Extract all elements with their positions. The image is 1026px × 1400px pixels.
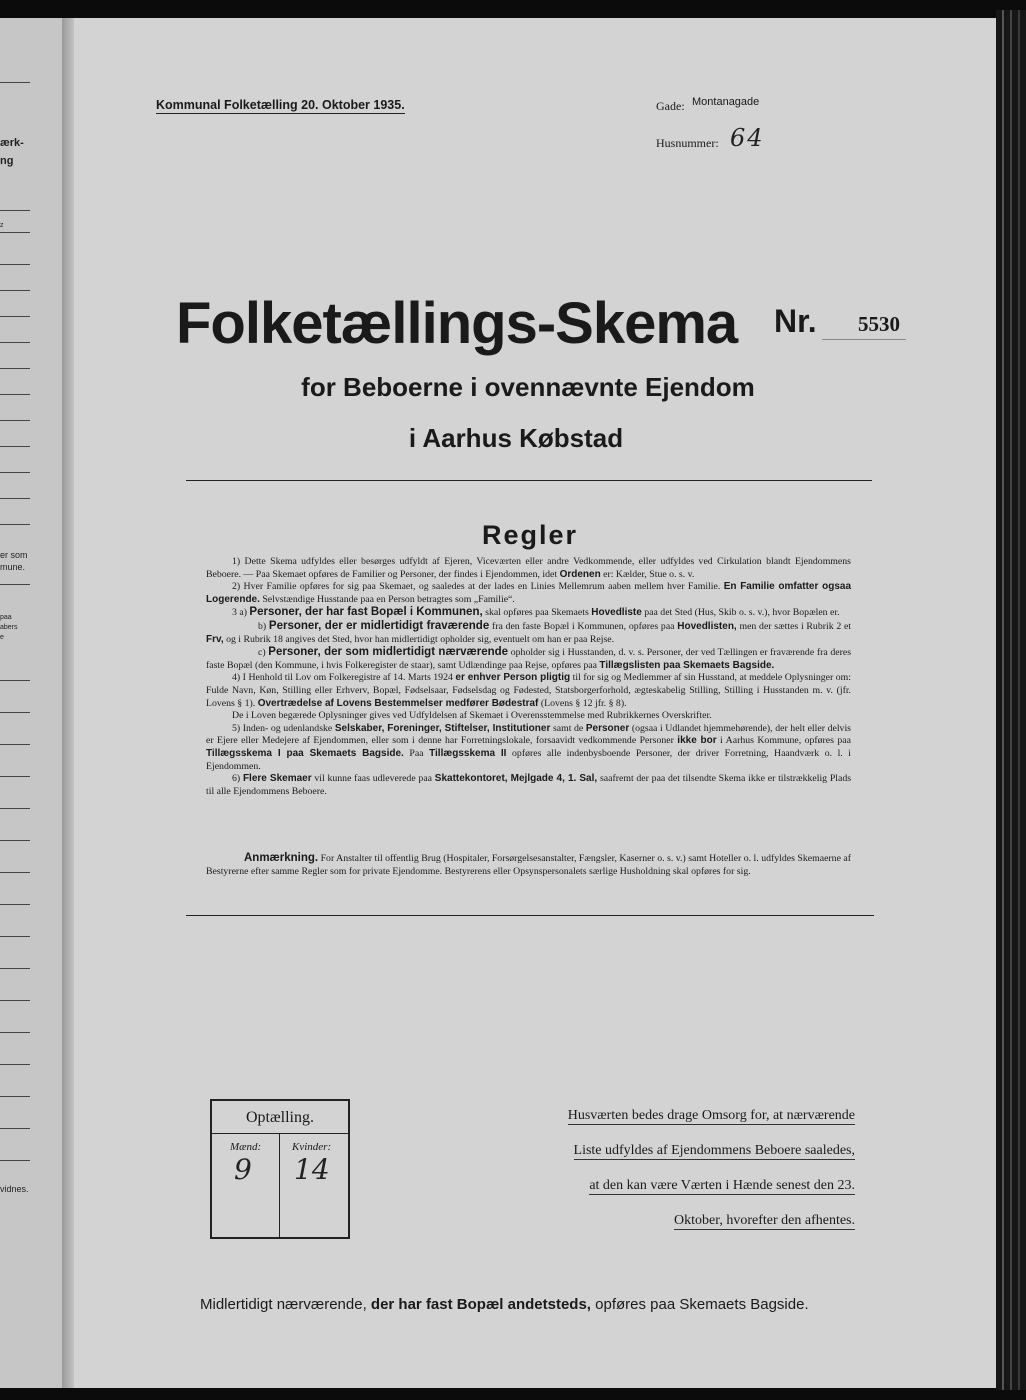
husnummer-value: 64 xyxy=(730,124,765,152)
fragment-text: er som xyxy=(0,550,28,560)
counting-box xyxy=(210,1099,350,1239)
rules-heading: Regler xyxy=(481,520,579,550)
gade-value: Montanagade xyxy=(692,96,760,108)
subtitle-residents: for Beboerne i ovennævnte Ejendom xyxy=(301,372,755,402)
anmaerkning-label: Anmærkning. xyxy=(244,852,319,864)
notice-line: Husværten bedes drage Omsorg for, at nærværende xyxy=(567,1108,855,1123)
counting-title: Optælling. xyxy=(245,1109,314,1126)
rules-text xyxy=(206,556,851,798)
rule-2: 2) Hver Familie opføres for sig paa Skemaet, og saaledes at der lades en Linies Mellemrum aaben mellem hver Familie. En Familie omfatter ogsaa Logerende. Selvstændige Husstande paa en Person betragtes som „Familie“. xyxy=(206,581,852,605)
notice-line: at den kan være Værten i Hænde senest den 23. xyxy=(589,1178,855,1193)
footer-part: Midlertidigt nærværende, xyxy=(200,1296,367,1313)
rule-1: 1) Dette Skema udfyldes eller besørges udfyldt af Ejeren, Viceværten eller andre Vedkommende, eller udfyldes ved Cirkulation blandt Ejendommens Beboere. — Paa Skemaet opføres de Familier og Personer, der findes i Ejendommen, idet Ordenen er: Kælder, Stue o. s. v. xyxy=(206,556,851,580)
kvinder-count: 14 xyxy=(294,1153,330,1186)
rule-5: 5) Inden- og udenlandske Selskaber, Foreninger, Stiftelser, Institutioner samt de Personer (ogsaa i Udlandet hjemmehørende), der helt eller delvis er Ejere eller Medejere af Ejendommen, eller som i denne har Forretningslokale, forsaavidt vedkommende Personer ikke bor i Aarhus Kommune, opføres paa Tillægsskema I paa Skemaets Bagside. Paa Tillægsskema II opføres alle indenbysboende Personer, der driver Forretning, Haandværk o. l. i Ejendommen. xyxy=(206,722,852,772)
fragment-text: e xyxy=(0,634,4,641)
maend-count: 9 xyxy=(234,1153,252,1186)
anmaerkning-text: For Anstalter til offentlig Brug (Hospitaler, Forsørgelsesanstalter, Fængsler, Kaserner o. s. v.) samt Hoteller o. l. udfyldes Skemaerne af Bestyrerne efter samme Regler som for private Ejendomme. Bestyrerens eller Opsynspersonalets særlige Husholdning skal opføres for sig. xyxy=(206,853,852,877)
nr-label: Nr. xyxy=(774,303,817,339)
husnummer-label: Husnummer: xyxy=(656,136,719,150)
divider xyxy=(186,480,872,481)
page-stack-edge xyxy=(996,10,1026,1390)
gade-label: Gade: xyxy=(656,99,685,113)
kvinder-label: Kvinder: xyxy=(292,1141,332,1153)
form-title: Folketællings-Skema xyxy=(176,291,738,356)
nr-underline xyxy=(822,339,906,340)
fragment-text: abers xyxy=(0,624,18,631)
fragment-text: mune. xyxy=(0,562,26,572)
footer-part-bold: der har fast Bopæl andetsteds, xyxy=(370,1296,591,1313)
fragment-text: vidnes. xyxy=(0,1184,29,1194)
anmaerkning xyxy=(206,852,851,878)
subtitle-city: i Aarhus Købstad xyxy=(408,423,624,453)
divider xyxy=(186,915,874,916)
rule-3b: b) Personer, der er midlertidigt fraværende fra den faste Bopæl i Kommunen, opføres paa Hovedlisten, men der sættes i Rubrik 2 et Frv, og i Rubrik 18 angives det Sted, hvor han midlertidigt opholder sig, eventuelt om han er paa Rejse. xyxy=(206,619,852,645)
census-title: Kommunal Folketælling 20. Oktober 1935. xyxy=(156,98,405,112)
fragment-text: ærk- xyxy=(0,137,24,149)
rule-3a: 3 a) Personer, der har fast Bopæl i Kommunen, skal opføres paa Skemaets Hovedliste paa det Sted (Hus, Skib o. s. v.), hvor Bopælen er. xyxy=(232,606,840,619)
rule-4-extra: De i Loven begærede Oplysninger gives ved Udfyldelsen af Skemaet i Overensstemmelse med Rubrikkernes Overskrifter. xyxy=(232,710,712,722)
rule-3c: c) Personer, der som midlertidigt nærværende opholder sig i Husstanden, d. v. s. Personer, der ved Tællingen er fraværende fra deres faste Bopæl (den Kommune, i hvis Folkeregister de staar), samt Udlændinge paa Rejse, opføres paa Tillægslisten paa Skemaets Bagside. xyxy=(206,646,852,671)
rule-6: 6) Flere Skemaer vil kunne faas udleverede paa Skattekontoret, Mejlgade 4, 1. Sal, saafremt der paa det tilsendte Skema ikke er tilstrækkelig Plads til alle Ejendommens Beboere. xyxy=(206,773,852,797)
rule-4: 4) I Henhold til Lov om Folkeregistre af 14. Marts 1924 er enhver Person pligtig til for sig og Medlemmer af sin Husstand, at meddele Oplysninger om: Fulde Navn, Køn, Stilling eller Erhverv, Bopæl, Fødselsaar, Fødselsdag og Fødested, Statsborgerforhold, ægteskabelig Stilling, Stilling i Husstanden m. v. (jfr. Lovens § 1). Overtrædelse af Lovens Bestemmelser medfører Bødestraf (Lovens § 12 jfr. § 8). xyxy=(206,672,851,709)
notice-line: Oktober, hvorefter den afhentes. xyxy=(674,1213,855,1228)
fragment-text: paa xyxy=(0,614,12,621)
previous-page-edge xyxy=(0,18,70,1388)
landlord-notice xyxy=(510,1098,855,1238)
maend-label: Mænd: xyxy=(230,1141,262,1153)
footer-note xyxy=(200,1296,809,1313)
fragment-text: z xyxy=(0,222,4,229)
fragment-text: ng xyxy=(0,155,14,167)
footer-part: opføres paa Skemaets Bagside. xyxy=(595,1296,809,1313)
notice-line: Liste udfyldes af Ejendommens Beboere saaledes, xyxy=(573,1143,855,1158)
form-number: 5530 xyxy=(858,312,900,336)
